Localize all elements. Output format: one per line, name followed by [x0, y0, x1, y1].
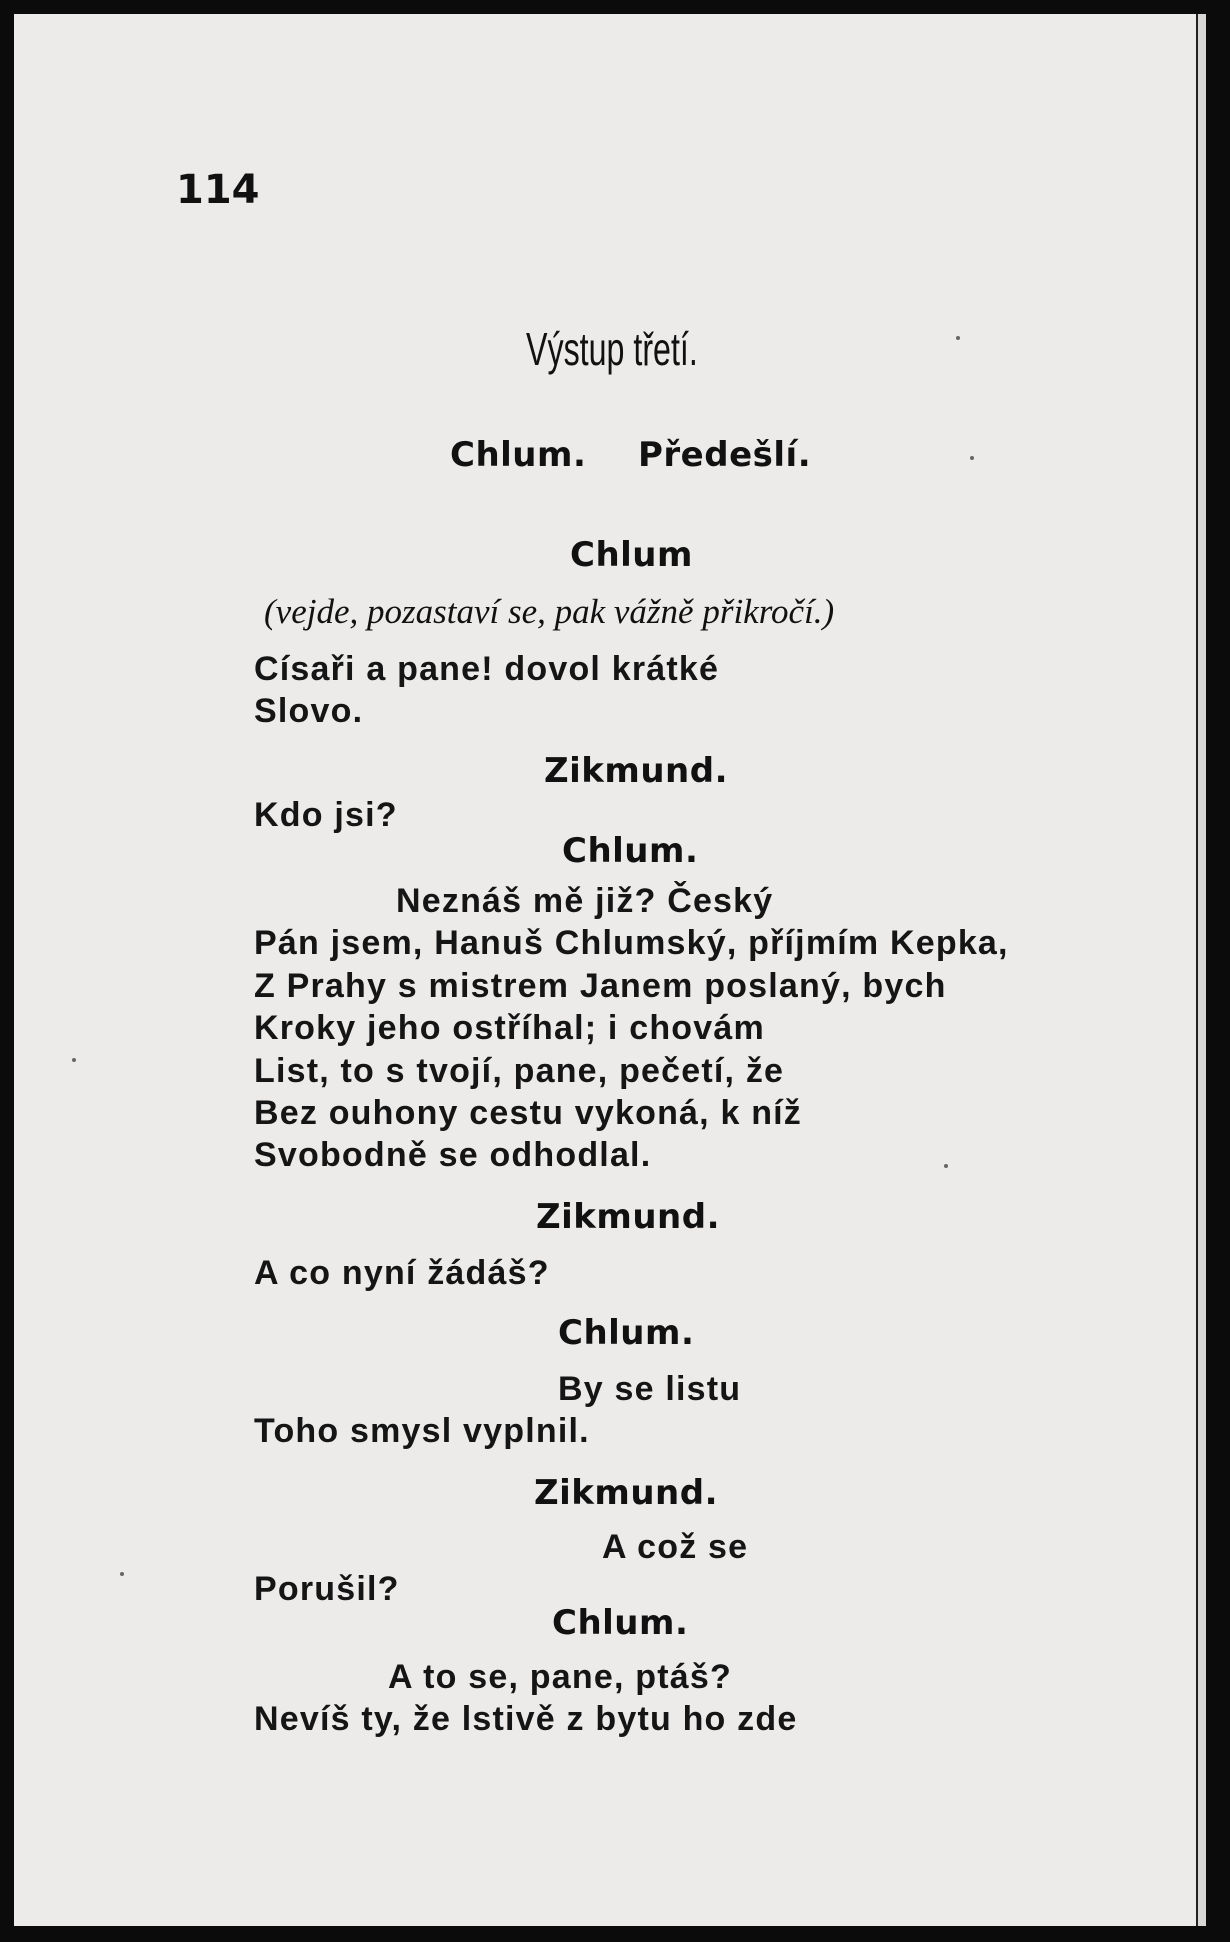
verse-line: Svobodně se odhodlal. — [254, 1136, 652, 1174]
verse-line: By se listu — [558, 1370, 742, 1408]
speaker-name: Chlum. — [562, 831, 699, 871]
verse-line: Bez ouhony cestu vykoná, k níž — [254, 1094, 803, 1132]
cast-predesli: Předešlí. — [638, 435, 812, 475]
verse-line: A co nyní žádáš? — [254, 1254, 550, 1292]
verse-line: Nevíš ty, že lstivě z bytu ho zde — [254, 1700, 798, 1738]
speaker-name: Zikmund. — [534, 1473, 719, 1513]
verse-line: List, to s tvojí, pane, pečetí, že — [254, 1052, 785, 1090]
page-edge — [1196, 14, 1206, 1926]
verse-line: Kdo jsi? — [254, 796, 398, 834]
speaker-name: Chlum. — [552, 1603, 689, 1643]
page-number: 114 — [176, 167, 260, 213]
speaker-name: Chlum. — [558, 1313, 695, 1353]
verse-line: Kroky jeho ostříhal; i chovám — [254, 1009, 765, 1047]
verse-line: Neznáš mě již? Český — [396, 882, 774, 920]
verse-line: Císaři a pane! dovol krátké — [254, 650, 720, 688]
paper-speck — [944, 1164, 948, 1168]
paper-speck — [120, 1572, 124, 1576]
paper-speck — [956, 336, 960, 340]
verse-line: Z Prahy s mistrem Janem poslaný, bych — [254, 967, 947, 1005]
book-page — [14, 14, 1206, 1926]
verse-line: Porušil? — [254, 1570, 400, 1608]
verse-line: Slovo. — [254, 692, 364, 730]
cast-chlum: Chlum. — [450, 435, 587, 475]
speaker-name: Zikmund. — [544, 751, 729, 791]
stage-direction: (vejde, pozastaví se, pak vážně přikročí.) — [264, 592, 835, 631]
verse-line: Toho smysl vyplnil. — [254, 1412, 590, 1450]
speaker-name: Zikmund. — [536, 1197, 721, 1237]
verse-line: A to se, pane, ptáš? — [388, 1658, 732, 1696]
paper-speck — [970, 456, 974, 460]
scene-title: Výstup třetí. — [526, 323, 698, 375]
paper-speck — [72, 1058, 76, 1062]
verse-line: Pán jsem, Hanuš Chlumský, příjmím Kepka, — [254, 924, 1009, 962]
verse-line: A což se — [602, 1528, 749, 1566]
speaker-name: Chlum — [570, 535, 693, 575]
